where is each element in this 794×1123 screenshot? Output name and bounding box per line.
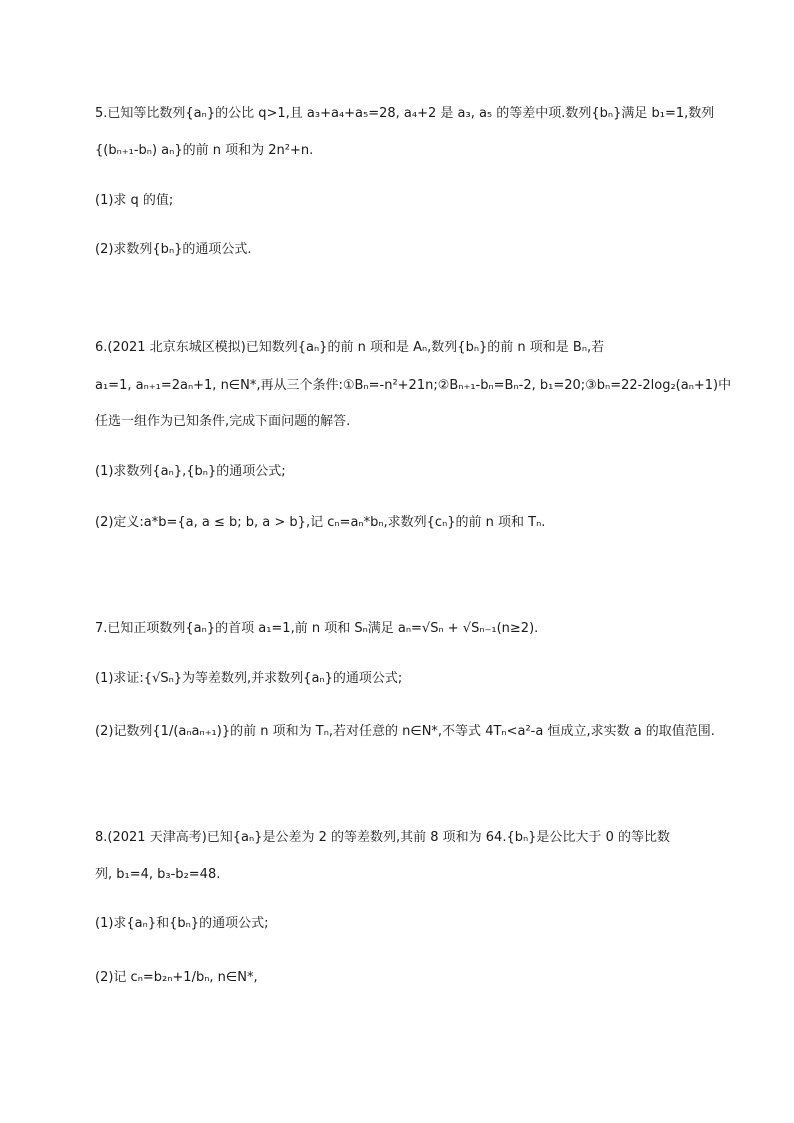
problem-6-part-1: (1)求数列{aₙ},{bₙ}的通项公式; (95, 464, 286, 479)
problem-8-part-2: (2)记 cₙ=b₂ₙ+1/bₙ, n∈N*, (95, 970, 258, 985)
problem-5-part-2: (2)求数列{bₙ}的通项公式. (95, 242, 252, 257)
problem-7-part-1: (1)求证:{√Sₙ}为等差数列,并求数列{aₙ}的通项公式; (95, 671, 403, 686)
problem-5-stem-line-2: {(bₙ₊₁-bₙ) aₙ}的前 n 项和为 2n²+n. (95, 143, 314, 158)
problem-5-stem-line-1: 5.已知等比数列{aₙ}的公比 q>1,且 a₃+a₄+a₅=28, a₄+2 是 a₃, a₅ 的等差中项.数列{bₙ}满足 b₁=1,数列 (95, 106, 715, 121)
problem-6-stem-line-3: 任选一组作为已知条件,完成下面问题的解答. (95, 414, 351, 429)
problem-8-part-1: (1)求{aₙ}和{bₙ}的通项公式; (95, 916, 269, 931)
problem-8-stem-line-2: 列, b₁=4, b₃-b₂=48. (95, 867, 221, 882)
problem-6-stem-line-2: a₁=1, aₙ₊₁=2aₙ+1, n∈N*,再从三个条件:①Bₙ=-n²+21n;②Bₙ₊₁-bₙ=Bₙ-2, b₁=20;③bₙ=22-2log₂(aₙ+1)中 (95, 378, 732, 393)
problem-8-stem-line-1: 8.(2021 天津高考)已知{aₙ}是公差为 2 的等差数列,其前 8 项和为 64.{bₙ}是公比大于 0 的等比数 (95, 830, 670, 845)
problem-7-stem-line-1: 7.已知正项数列{aₙ}的首项 a₁=1,前 n 项和 Sₙ满足 aₙ=√Sₙ + √Sₙ₋₁(n≥2). (95, 621, 539, 636)
problem-7-part-2: (2)记数列{1/(aₙaₙ₊₁)}的前 n 项和为 Tₙ,若对任意的 n∈N*,不等式 4Tₙ<a²-a 恒成立,求实数 a 的取值范围. (95, 724, 715, 739)
problem-6-stem-line-1: 6.(2021 北京东城区模拟)已知数列{aₙ}的前 n 项和是 Aₙ,数列{bₙ}的前 n 项和是 Bₙ,若 (95, 340, 605, 355)
problem-5-part-1: (1)求 q 的值; (95, 193, 174, 208)
problem-6-part-2: (2)定义:a*b={a, a ≤ b; b, a > b},记 cₙ=aₙ*bₙ,求数列{cₙ}的前 n 项和 Tₙ. (95, 515, 546, 530)
